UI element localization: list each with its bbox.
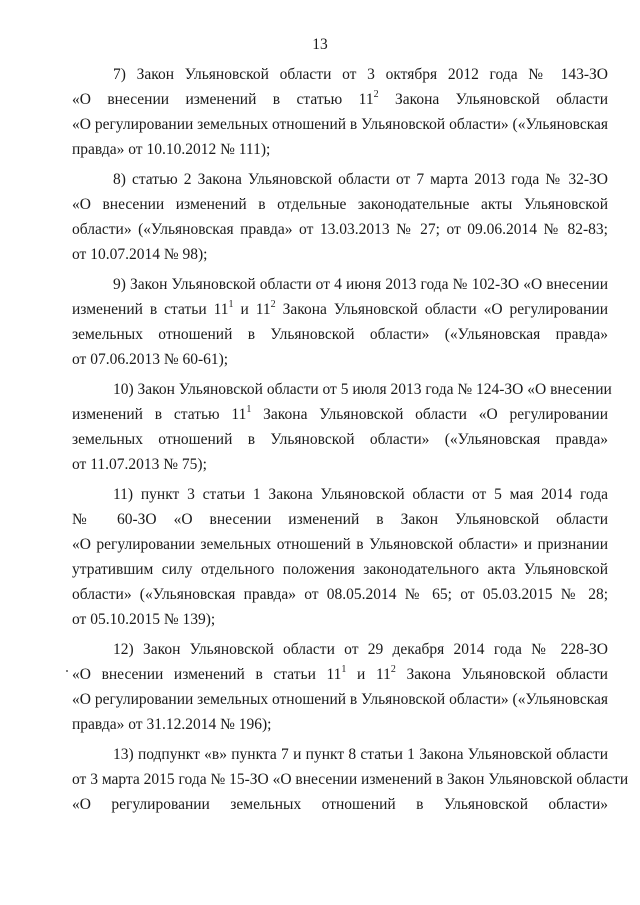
text-line: 11) пункт 3 статьи 1 Закона Ульяновской области от 5 мая 2014 года	[113, 486, 608, 503]
text-line: «О регулировании земельных отношений в Ульяновской области» («Ульяновская	[72, 691, 609, 708]
text-line: области» («Ульяновская правда» от 13.03.2013 № 27; от 09.06.2014 № 82-83;	[72, 221, 608, 238]
text-line: земельных отношений в Ульяновской области» («Ульяновская правда»	[72, 431, 608, 448]
text-line: «О внесении изменений в отдельные законодательные акты Ульяновской	[72, 196, 608, 213]
document-body	[72, 62, 629, 817]
text-line: 13) подпункт «в» пункта 7 и пункт 8 статьи 1 Закона Ульяновской области	[113, 746, 608, 763]
text-line: области» («Ульяновская правда» от 08.05.2014 № 65; от 05.03.2015 № 28;	[72, 586, 608, 603]
text-line: 9) Закон Ульяновской области от 4 июня 2013 года № 102-ЗО «О внесении	[113, 276, 608, 293]
text-line: правда» от 10.10.2012 № 111);	[72, 141, 271, 158]
text-line: 10) Закон Ульяновской области от 5 июля 2013 года № 124-ЗО «О внесении	[113, 381, 612, 398]
text-line: от 3 марта 2015 года № 15-ЗО «О внесении изменений в Закон Ульяновской области	[72, 771, 629, 788]
text-line: земельных отношений в Ульяновской области» («Ульяновская правда»	[72, 326, 608, 343]
text-line: утратившим силу отдельного положения законодательного акта Ульяновской	[72, 561, 608, 578]
text-line: «О регулировании земельных отношений в Ульяновской области» («Ульяновская	[72, 116, 609, 133]
text-line: от 10.07.2014 № 98);	[72, 246, 208, 263]
text-line: «О внесении изменений в статью $11^2$ Закона Ульяновской области	[72, 88, 608, 108]
text-line: правда» от 31.12.2014 № 196);	[72, 716, 272, 733]
margin-mark	[66, 670, 68, 672]
text-line: «О регулировании земельных отношений в Ульяновской области»	[72, 796, 608, 813]
text-line: изменений в статьи $11^1$ и $11^2$ Закона Ульяновской области «О регулировании	[72, 298, 608, 318]
text-line: от 07.06.2013 № 60-61);	[72, 351, 229, 368]
text-line: 7) Закон Ульяновской области от 3 октября 2012 года № 143-ЗО	[113, 66, 608, 83]
text-line: от 05.10.2015 № 139);	[72, 611, 216, 628]
text-line: от 11.07.2013 № 75);	[72, 456, 207, 473]
text-line: 12) Закон Ульяновской области от 29 декабря 2014 года № 228-ЗО	[113, 641, 608, 658]
text-line: 8) статью 2 Закона Ульяновской области от 7 марта 2013 года № 32-ЗО	[113, 171, 608, 188]
page-number: 13	[312, 36, 328, 53]
text-line: изменений в статью $11^1$ Закона Ульяновской области «О регулировании	[72, 403, 608, 423]
text-line: «О внесении изменений в статьи $11^1$ и $11^2$ Закона Ульяновской области	[72, 663, 608, 683]
text-line: «О регулировании земельных отношений в Ульяновской области» и признании	[72, 536, 608, 553]
text-line: № 60-ЗО «О внесении изменений в Закон Ульяновской области	[72, 511, 608, 528]
